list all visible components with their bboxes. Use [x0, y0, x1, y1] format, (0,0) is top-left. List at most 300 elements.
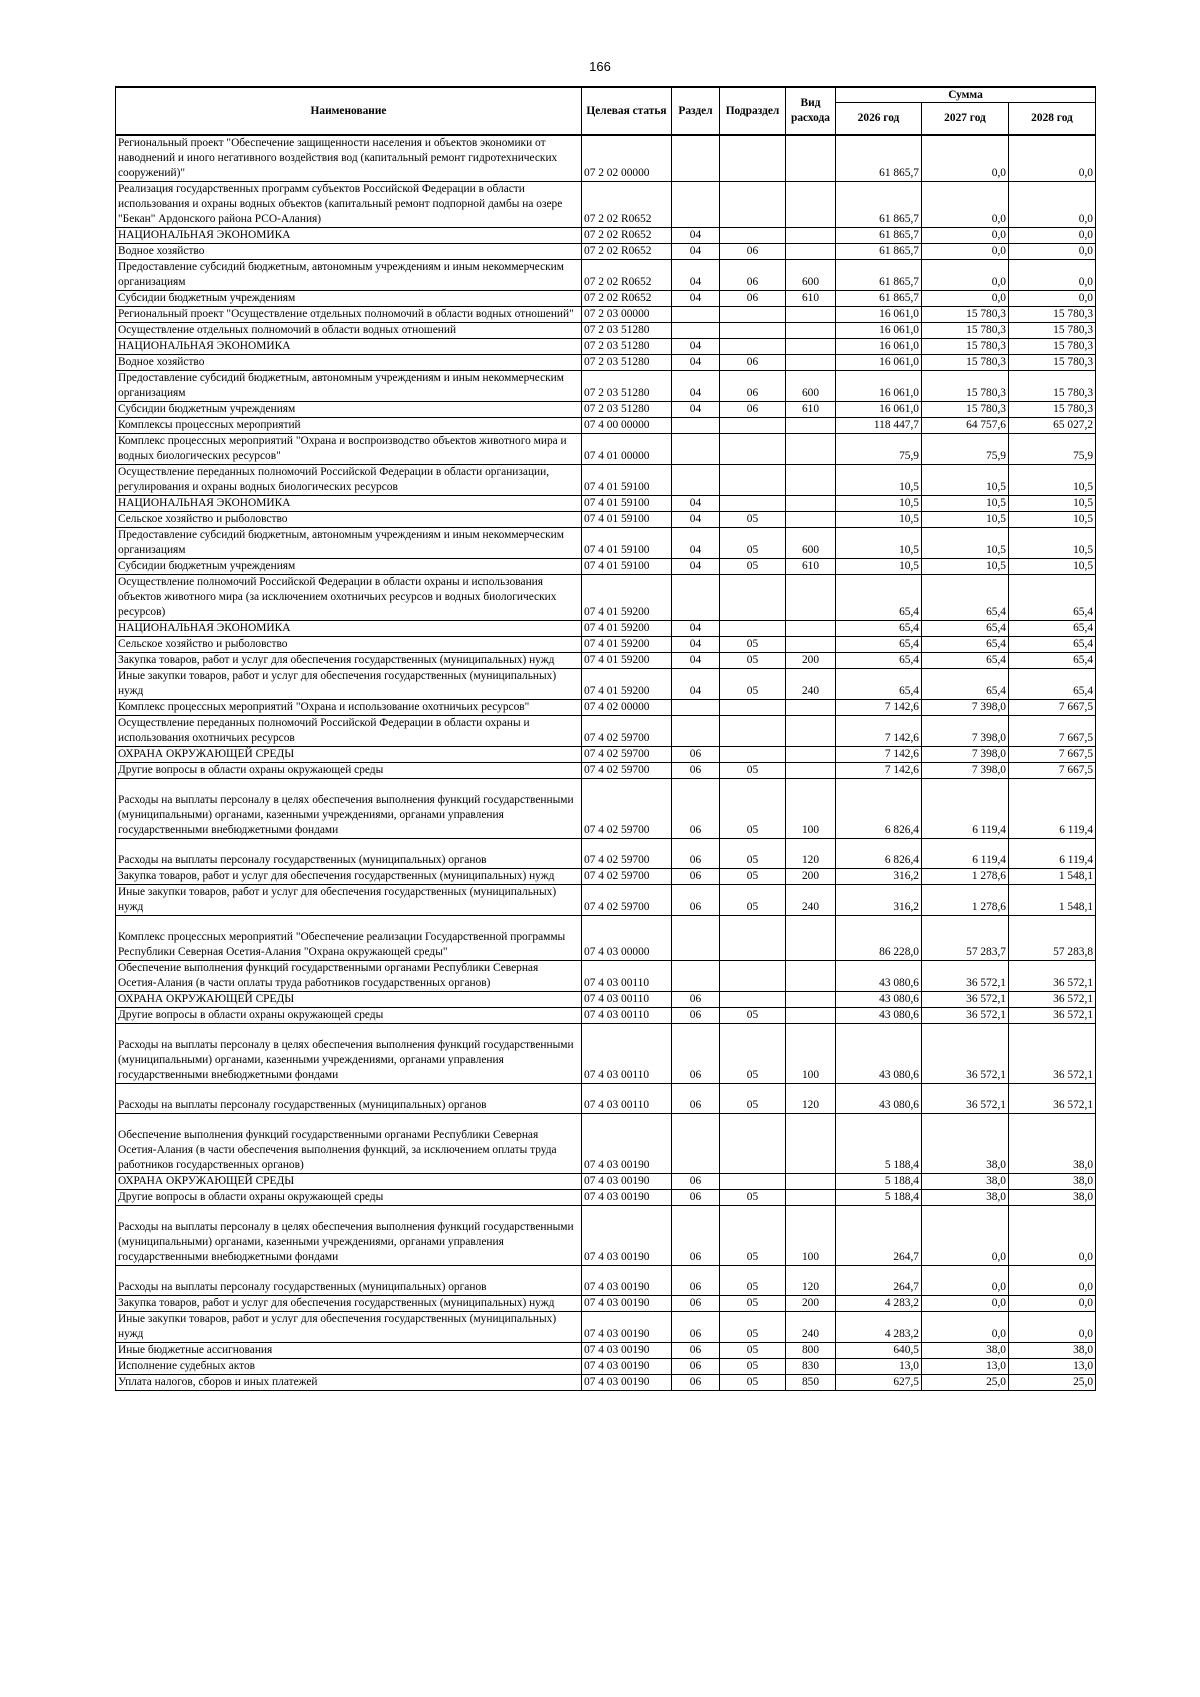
- table-row: [116, 1174, 1096, 1190]
- row-expense-type: [786, 961, 836, 992]
- row-amount-2027: 36 572,1: [922, 1024, 1009, 1084]
- row-target-article: 07 2 03 00000: [582, 307, 672, 323]
- row-amount-2027: 65,4: [922, 653, 1009, 669]
- row-amount-2026: 264,7: [836, 1206, 922, 1266]
- row-expense-type: 600: [786, 371, 836, 402]
- row-subsection: [720, 228, 786, 244]
- row-section: 06: [672, 747, 720, 763]
- row-name: НАЦИОНАЛЬНАЯ ЭКОНОМИКА: [116, 228, 582, 244]
- row-amount-2028: 65,4: [1009, 575, 1096, 621]
- row-expense-type: 100: [786, 779, 836, 839]
- row-name: Комплексы процессных мероприятий: [116, 418, 582, 434]
- row-subsection: 06: [720, 260, 786, 291]
- row-section: 04: [672, 496, 720, 512]
- row-subsection: 06: [720, 355, 786, 371]
- row-expense-type: 600: [786, 260, 836, 291]
- row-name: Расходы на выплаты персоналу в целях обеспечения выполнения функций государственными (муниципальными) органами, казенными учреждениями, органами управления государственными внебюджетными фондами: [116, 1024, 582, 1084]
- row-target-article: 07 4 02 59700: [582, 747, 672, 763]
- row-amount-2027: 65,4: [922, 621, 1009, 637]
- row-target-article: 07 2 03 51280: [582, 355, 672, 371]
- table-row: [116, 1296, 1096, 1312]
- row-target-article: 07 4 02 59700: [582, 839, 672, 869]
- row-amount-2026: 7 142,6: [836, 700, 922, 716]
- row-expense-type: [786, 575, 836, 621]
- row-amount-2026: 75,9: [836, 434, 922, 465]
- row-amount-2027: 15 780,3: [922, 323, 1009, 339]
- row-subsection: 05: [720, 779, 786, 839]
- table-row: [116, 465, 1096, 496]
- row-section: 06: [672, 1343, 720, 1359]
- row-target-article: 07 4 01 00000: [582, 434, 672, 465]
- row-amount-2027: 0,0: [922, 1206, 1009, 1266]
- row-amount-2028: 0,0: [1009, 260, 1096, 291]
- row-amount-2026: 65,4: [836, 669, 922, 700]
- row-amount-2027: 7 398,0: [922, 700, 1009, 716]
- row-expense-type: 120: [786, 1084, 836, 1114]
- row-subsection: 05: [720, 1190, 786, 1206]
- row-expense-type: [786, 135, 836, 182]
- row-target-article: 07 4 01 59200: [582, 653, 672, 669]
- row-subsection: 05: [720, 559, 786, 575]
- table-row: [116, 1375, 1096, 1391]
- table-row: [116, 1206, 1096, 1266]
- row-section: 06: [672, 1266, 720, 1296]
- row-expense-type: 200: [786, 869, 836, 885]
- row-name: Субсидии бюджетным учреждениям: [116, 402, 582, 418]
- row-target-article: 07 4 03 00190: [582, 1190, 672, 1206]
- row-amount-2028: 65,4: [1009, 637, 1096, 653]
- row-target-article: 07 4 03 00110: [582, 961, 672, 992]
- row-subsection: 05: [720, 1266, 786, 1296]
- row-amount-2026: 61 865,7: [836, 182, 922, 228]
- row-expense-type: [786, 992, 836, 1008]
- row-amount-2027: 0,0: [922, 182, 1009, 228]
- row-amount-2026: 10,5: [836, 512, 922, 528]
- row-amount-2027: 25,0: [922, 1375, 1009, 1391]
- table-row: [116, 339, 1096, 355]
- row-expense-type: [786, 621, 836, 637]
- table-row: [116, 418, 1096, 434]
- row-section: 06: [672, 1296, 720, 1312]
- row-target-article: 07 2 02 R0652: [582, 291, 672, 307]
- row-amount-2027: 0,0: [922, 244, 1009, 260]
- row-expense-type: 240: [786, 1312, 836, 1343]
- table-row: [116, 371, 1096, 402]
- row-amount-2026: 86 228,0: [836, 916, 922, 961]
- table-row: [116, 700, 1096, 716]
- row-subsection: [720, 961, 786, 992]
- budget-table: [115, 86, 1096, 1391]
- row-section: 04: [672, 528, 720, 559]
- row-section: [672, 323, 720, 339]
- row-amount-2026: 61 865,7: [836, 260, 922, 291]
- row-expense-type: 100: [786, 1024, 836, 1084]
- row-subsection: 05: [720, 1312, 786, 1343]
- row-subsection: [720, 465, 786, 496]
- row-name: Обеспечение выполнения функций государственными органами Республики Северная Осетия-Алания (в части обеспечения выполнения функций, за исключением оплаты труда работников государственных органов): [116, 1114, 582, 1174]
- row-amount-2026: 7 142,6: [836, 747, 922, 763]
- table-row: [116, 653, 1096, 669]
- row-subsection: 06: [720, 244, 786, 260]
- row-name: Иные бюджетные ассигнования: [116, 1343, 582, 1359]
- row-subsection: 05: [720, 869, 786, 885]
- row-target-article: 07 2 03 51280: [582, 339, 672, 355]
- row-name: ОХРАНА ОКРУЖАЮЩЕЙ СРЕДЫ: [116, 747, 582, 763]
- row-name: Другие вопросы в области охраны окружающей среды: [116, 1008, 582, 1024]
- table-body: [116, 135, 1096, 1391]
- row-amount-2026: 316,2: [836, 885, 922, 916]
- row-amount-2028: 36 572,1: [1009, 961, 1096, 992]
- row-amount-2026: 640,5: [836, 1343, 922, 1359]
- header-year-2028: 2028 год: [1009, 103, 1096, 136]
- row-section: 06: [672, 885, 720, 916]
- row-section: [672, 916, 720, 961]
- row-amount-2026: 13,0: [836, 1359, 922, 1375]
- row-subsection: [720, 747, 786, 763]
- row-subsection: 06: [720, 371, 786, 402]
- row-target-article: 07 4 01 59100: [582, 528, 672, 559]
- row-section: 06: [672, 763, 720, 779]
- table-row: [116, 575, 1096, 621]
- row-name: Предоставление субсидий бюджетным, автономным учреждениям и иным некоммерческим организациям: [116, 371, 582, 402]
- table-row: [116, 323, 1096, 339]
- row-amount-2028: 0,0: [1009, 1312, 1096, 1343]
- row-name: Водное хозяйство: [116, 244, 582, 260]
- row-amount-2028: 75,9: [1009, 434, 1096, 465]
- row-expense-type: 610: [786, 291, 836, 307]
- row-subsection: 05: [720, 637, 786, 653]
- row-section: 04: [672, 621, 720, 637]
- row-amount-2027: 75,9: [922, 434, 1009, 465]
- row-name: Другие вопросы в области охраны окружающей среды: [116, 1190, 582, 1206]
- row-target-article: 07 2 02 R0652: [582, 228, 672, 244]
- table-row: [116, 869, 1096, 885]
- row-name: Осуществление переданных полномочий Российской Федерации в области организации, регулирования и охраны водных биологических ресурсов: [116, 465, 582, 496]
- row-amount-2028: 25,0: [1009, 1375, 1096, 1391]
- row-amount-2026: 4 283,2: [836, 1296, 922, 1312]
- table-row: [116, 355, 1096, 371]
- row-subsection: 05: [720, 1024, 786, 1084]
- row-expense-type: [786, 747, 836, 763]
- row-amount-2027: 7 398,0: [922, 716, 1009, 747]
- row-target-article: 07 4 03 00110: [582, 992, 672, 1008]
- header-section: Раздел: [672, 87, 720, 135]
- row-amount-2027: 38,0: [922, 1174, 1009, 1190]
- row-expense-type: [786, 323, 836, 339]
- row-amount-2028: 0,0: [1009, 182, 1096, 228]
- row-expense-type: 600: [786, 528, 836, 559]
- table-row: [116, 434, 1096, 465]
- row-name: НАЦИОНАЛЬНАЯ ЭКОНОМИКА: [116, 621, 582, 637]
- row-section: 06: [672, 779, 720, 839]
- row-amount-2028: 6 119,4: [1009, 839, 1096, 869]
- row-name: Водное хозяйство: [116, 355, 582, 371]
- row-name: Региональный проект "Обеспечение защищенности населения и объектов экономики от наводнений и иного негативного воздействия вод (капитальный ремонт гидротехнических сооружений)": [116, 135, 582, 182]
- row-target-article: 07 4 03 00190: [582, 1359, 672, 1375]
- row-amount-2026: 16 061,0: [836, 323, 922, 339]
- row-name: Осуществление полномочий Российской Федерации в области охраны и использования объектов животного мира (за исключением охотничьих ресурсов и водных биологических ресурсов): [116, 575, 582, 621]
- row-section: 04: [672, 260, 720, 291]
- row-section: 06: [672, 1084, 720, 1114]
- row-amount-2027: 38,0: [922, 1343, 1009, 1359]
- row-target-article: 07 2 02 R0652: [582, 260, 672, 291]
- row-name: Другие вопросы в области охраны окружающей среды: [116, 763, 582, 779]
- row-amount-2028: 13,0: [1009, 1359, 1096, 1375]
- row-amount-2027: 36 572,1: [922, 992, 1009, 1008]
- row-target-article: 07 4 00 00000: [582, 418, 672, 434]
- row-amount-2026: 16 061,0: [836, 355, 922, 371]
- row-subsection: 05: [720, 669, 786, 700]
- row-name: Осуществление переданных полномочий Российской Федерации в области охраны и использования охотничьих ресурсов: [116, 716, 582, 747]
- row-subsection: 06: [720, 291, 786, 307]
- row-amount-2026: 10,5: [836, 559, 922, 575]
- row-expense-type: [786, 1190, 836, 1206]
- row-expense-type: 800: [786, 1343, 836, 1359]
- row-amount-2028: 10,5: [1009, 512, 1096, 528]
- row-section: 06: [672, 1359, 720, 1375]
- row-amount-2028: 57 283,8: [1009, 916, 1096, 961]
- row-target-article: 07 4 03 00110: [582, 1024, 672, 1084]
- row-target-article: 07 4 03 00190: [582, 1343, 672, 1359]
- row-amount-2027: 10,5: [922, 512, 1009, 528]
- row-amount-2028: 7 667,5: [1009, 716, 1096, 747]
- row-amount-2028: 0,0: [1009, 1206, 1096, 1266]
- row-subsection: 05: [720, 1084, 786, 1114]
- row-target-article: 07 2 02 R0652: [582, 244, 672, 260]
- row-expense-type: [786, 434, 836, 465]
- row-name: Закупка товаров, работ и услуг для обеспечения государственных (муниципальных) нужд: [116, 869, 582, 885]
- row-amount-2026: 6 826,4: [836, 839, 922, 869]
- row-name: Осуществление отдельных полномочий в области водных отношений: [116, 323, 582, 339]
- row-target-article: 07 4 02 59700: [582, 869, 672, 885]
- row-name: Региональный проект "Осуществление отдельных полномочий в области водных отношений": [116, 307, 582, 323]
- row-amount-2026: 65,4: [836, 637, 922, 653]
- row-subsection: [720, 182, 786, 228]
- row-amount-2027: 36 572,1: [922, 1084, 1009, 1114]
- row-section: 04: [672, 637, 720, 653]
- row-amount-2026: 10,5: [836, 465, 922, 496]
- row-amount-2027: 10,5: [922, 465, 1009, 496]
- row-name: Иные закупки товаров, работ и услуг для обеспечения государственных (муниципальных) нужд: [116, 885, 582, 916]
- row-amount-2027: 15 780,3: [922, 371, 1009, 402]
- row-target-article: 07 2 03 51280: [582, 371, 672, 402]
- row-expense-type: [786, 228, 836, 244]
- row-amount-2026: 7 142,6: [836, 763, 922, 779]
- table-row: [116, 637, 1096, 653]
- row-amount-2028: 7 667,5: [1009, 747, 1096, 763]
- row-amount-2027: 15 780,3: [922, 339, 1009, 355]
- row-target-article: 07 4 01 59100: [582, 465, 672, 496]
- row-name: Закупка товаров, работ и услуг для обеспечения государственных (муниципальных) нужд: [116, 1296, 582, 1312]
- header-csr: Целевая статья: [582, 87, 672, 135]
- row-section: 06: [672, 1206, 720, 1266]
- row-section: 04: [672, 653, 720, 669]
- table-row: [116, 1359, 1096, 1375]
- table-row: [116, 716, 1096, 747]
- row-amount-2027: 1 278,6: [922, 885, 1009, 916]
- row-target-article: 07 4 01 59200: [582, 621, 672, 637]
- row-subsection: 05: [720, 763, 786, 779]
- row-target-article: 07 4 02 59700: [582, 779, 672, 839]
- row-section: [672, 700, 720, 716]
- table-row: [116, 1312, 1096, 1343]
- row-amount-2028: 1 548,1: [1009, 885, 1096, 916]
- row-target-article: 07 4 02 59700: [582, 716, 672, 747]
- row-section: [672, 418, 720, 434]
- row-amount-2027: 38,0: [922, 1114, 1009, 1174]
- row-amount-2027: 7 398,0: [922, 763, 1009, 779]
- row-amount-2028: 0,0: [1009, 1296, 1096, 1312]
- row-amount-2026: 43 080,6: [836, 992, 922, 1008]
- row-amount-2028: 65,4: [1009, 669, 1096, 700]
- row-section: 06: [672, 869, 720, 885]
- row-subsection: 05: [720, 1008, 786, 1024]
- table-row: [116, 512, 1096, 528]
- table-row: [116, 135, 1096, 182]
- row-amount-2027: 65,4: [922, 575, 1009, 621]
- row-target-article: 07 4 03 00190: [582, 1174, 672, 1190]
- row-name: Предоставление субсидий бюджетным, автономным учреждениям и иным некоммерческим организациям: [116, 528, 582, 559]
- row-name: Уплата налогов, сборов и иных платежей: [116, 1375, 582, 1391]
- row-expense-type: [786, 763, 836, 779]
- row-subsection: 05: [720, 528, 786, 559]
- row-amount-2028: 36 572,1: [1009, 992, 1096, 1008]
- row-subsection: [720, 575, 786, 621]
- row-amount-2028: 65 027,2: [1009, 418, 1096, 434]
- row-subsection: [720, 700, 786, 716]
- row-amount-2027: 0,0: [922, 1312, 1009, 1343]
- row-amount-2028: 1 548,1: [1009, 869, 1096, 885]
- row-amount-2028: 15 780,3: [1009, 307, 1096, 323]
- row-target-article: 07 4 03 00190: [582, 1206, 672, 1266]
- table-row: [116, 916, 1096, 961]
- row-amount-2026: 65,4: [836, 653, 922, 669]
- table-row: [116, 228, 1096, 244]
- row-target-article: 07 4 03 00110: [582, 1008, 672, 1024]
- row-section: 06: [672, 1312, 720, 1343]
- row-name: НАЦИОНАЛЬНАЯ ЭКОНОМИКА: [116, 339, 582, 355]
- table-row: [116, 1190, 1096, 1206]
- row-expense-type: 610: [786, 402, 836, 418]
- row-amount-2027: 57 283,7: [922, 916, 1009, 961]
- row-expense-type: [786, 418, 836, 434]
- row-amount-2026: 316,2: [836, 869, 922, 885]
- row-amount-2027: 15 780,3: [922, 355, 1009, 371]
- row-amount-2028: 0,0: [1009, 135, 1096, 182]
- row-target-article: 07 4 01 59200: [582, 637, 672, 653]
- row-section: 04: [672, 371, 720, 402]
- row-name: Расходы на выплаты персоналу государственных (муниципальных) органов: [116, 1266, 582, 1296]
- row-name: Закупка товаров, работ и услуг для обеспечения государственных (муниципальных) нужд: [116, 653, 582, 669]
- table-row: [116, 669, 1096, 700]
- header-year-2026: 2026 год: [836, 103, 922, 136]
- row-name: Расходы на выплаты персоналу государственных (муниципальных) органов: [116, 839, 582, 869]
- row-amount-2027: 0,0: [922, 135, 1009, 182]
- row-expense-type: [786, 465, 836, 496]
- row-expense-type: 100: [786, 1206, 836, 1266]
- row-subsection: [720, 916, 786, 961]
- row-expense-type: 830: [786, 1359, 836, 1375]
- row-amount-2027: 10,5: [922, 496, 1009, 512]
- row-name: Комплекс процессных мероприятий "Охрана и воспроизводство объектов животного мира и водных биологических ресурсов": [116, 434, 582, 465]
- row-expense-type: [786, 1114, 836, 1174]
- row-amount-2026: 4 283,2: [836, 1312, 922, 1343]
- row-amount-2028: 65,4: [1009, 621, 1096, 637]
- row-amount-2028: 7 667,5: [1009, 763, 1096, 779]
- row-expense-type: 850: [786, 1375, 836, 1391]
- table-row: [116, 528, 1096, 559]
- row-amount-2028: 10,5: [1009, 528, 1096, 559]
- row-subsection: [720, 307, 786, 323]
- row-amount-2026: 5 188,4: [836, 1190, 922, 1206]
- row-section: [672, 182, 720, 228]
- row-subsection: 06: [720, 402, 786, 418]
- row-subsection: 05: [720, 1359, 786, 1375]
- row-section: 04: [672, 559, 720, 575]
- row-amount-2027: 0,0: [922, 1266, 1009, 1296]
- table-row: [116, 559, 1096, 575]
- row-section: [672, 135, 720, 182]
- row-amount-2028: 38,0: [1009, 1174, 1096, 1190]
- header-year-2027: 2027 год: [922, 103, 1009, 136]
- row-expense-type: [786, 700, 836, 716]
- row-amount-2027: 7 398,0: [922, 747, 1009, 763]
- row-section: 06: [672, 839, 720, 869]
- row-amount-2027: 6 119,4: [922, 779, 1009, 839]
- row-amount-2026: 10,5: [836, 496, 922, 512]
- row-amount-2027: 15 780,3: [922, 402, 1009, 418]
- row-amount-2026: 16 061,0: [836, 307, 922, 323]
- row-amount-2028: 15 780,3: [1009, 402, 1096, 418]
- row-subsection: [720, 716, 786, 747]
- row-subsection: 05: [720, 1206, 786, 1266]
- row-subsection: [720, 434, 786, 465]
- row-target-article: 07 4 02 59700: [582, 763, 672, 779]
- row-expense-type: [786, 339, 836, 355]
- row-section: [672, 307, 720, 323]
- row-expense-type: [786, 355, 836, 371]
- row-section: 06: [672, 1190, 720, 1206]
- row-amount-2028: 0,0: [1009, 291, 1096, 307]
- table-row: [116, 961, 1096, 992]
- row-name: ОХРАНА ОКРУЖАЮЩЕЙ СРЕДЫ: [116, 1174, 582, 1190]
- row-target-article: 07 4 02 00000: [582, 700, 672, 716]
- table-row: [116, 779, 1096, 839]
- row-target-article: 07 4 01 59100: [582, 512, 672, 528]
- table-row: [116, 885, 1096, 916]
- row-amount-2028: 38,0: [1009, 1343, 1096, 1359]
- row-expense-type: [786, 512, 836, 528]
- row-expense-type: 240: [786, 669, 836, 700]
- row-amount-2028: 38,0: [1009, 1114, 1096, 1174]
- row-section: [672, 716, 720, 747]
- row-section: 04: [672, 244, 720, 260]
- row-amount-2027: 38,0: [922, 1190, 1009, 1206]
- row-target-article: 07 4 01 59100: [582, 496, 672, 512]
- row-expense-type: [786, 1008, 836, 1024]
- row-amount-2026: 7 142,6: [836, 716, 922, 747]
- row-expense-type: [786, 637, 836, 653]
- table-row: [116, 182, 1096, 228]
- row-expense-type: 120: [786, 1266, 836, 1296]
- row-name: Субсидии бюджетным учреждениям: [116, 291, 582, 307]
- row-amount-2027: 10,5: [922, 559, 1009, 575]
- table-header: [116, 87, 1096, 135]
- table-row: [116, 496, 1096, 512]
- row-name: Субсидии бюджетным учреждениям: [116, 559, 582, 575]
- row-expense-type: [786, 182, 836, 228]
- row-target-article: 07 2 03 51280: [582, 402, 672, 418]
